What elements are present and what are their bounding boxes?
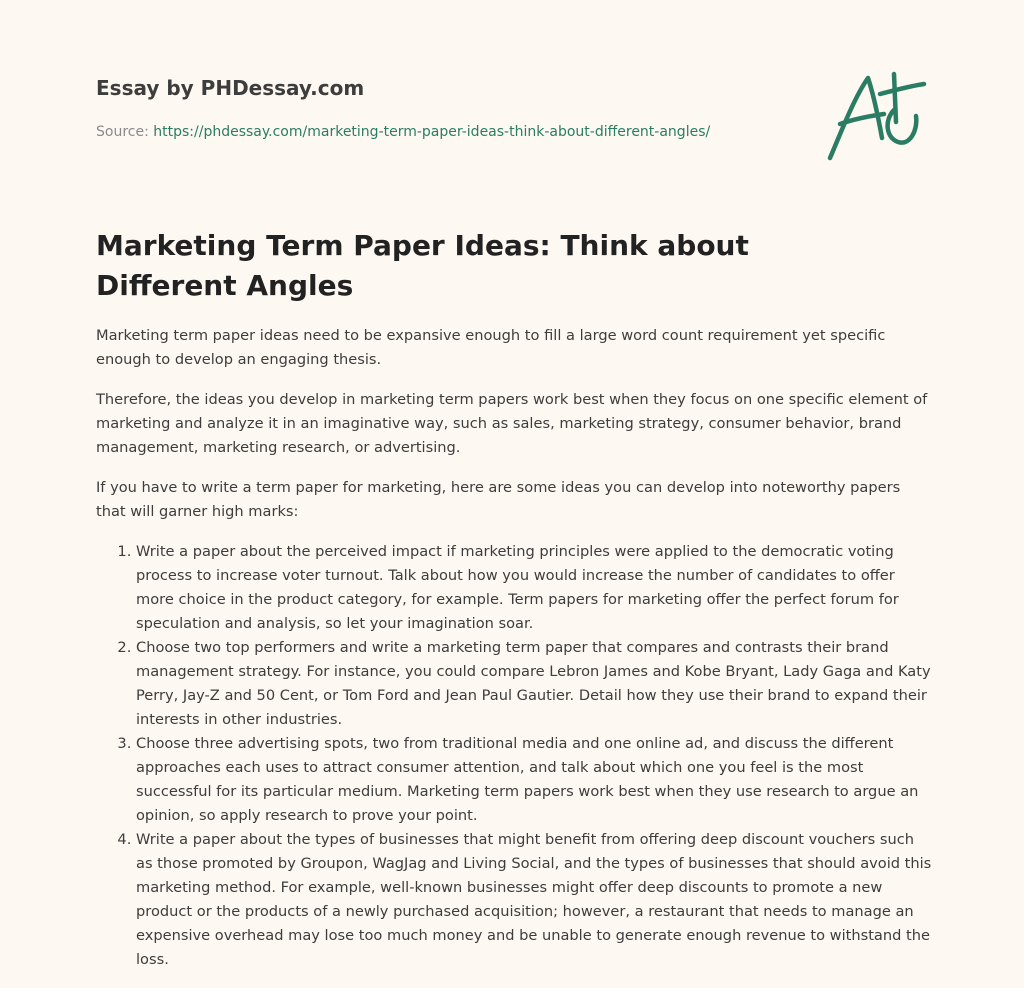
site-brand: Essay by PHDessay.com [96,76,365,100]
logo-text: A+ [824,66,826,67]
source-line [96,124,710,140]
list-item: 1. Write a paper about the perceived impact if marketing principles were applied to the democratic voting process to increase voter turnout. Talk about how you would increase the number of candidates to offer more choice in the product category, for example. Term papers for marketing offer the perfect forum for speculation and analysis, so let your imagination soar. [136,540,934,636]
a-plus-logo-icon [824,66,928,166]
list-item: 2. Choose two top performers and write a marketing term paper that compares and contrasts their brand management strategy. For instance, you could compare Lebron James and Kobe Bryant, Lady Gaga and Katy Perry, Jay-Z and 50 Cent, or Tom Ford and Jean Paul Gautier. Detail how they use their brand to expand their interests in other industries. [136,636,934,732]
paragraph: Therefore, the ideas you develop in marketing term papers work best when they focus on one specific element of marketing and analyze it in an imaginative way, such as sales, marketing strategy, consumer behavior, brand management, marketing research, or advertising. [96,391,928,456]
list-item: 3. Choose three advertising spots, two from traditional media and one online ad, and discuss the different approaches each uses to attract consumer attention, and talk about which one you feel is the most successful for its particular medium. Marketing term papers work best when they use research to argue an opinion, so apply research to prove your point. [136,732,934,828]
paragraph: Marketing term paper ideas need to be expansive enough to fill a large word count requirement yet specific enough to develop an engaging thesis. [96,327,886,368]
article-title: Marketing Term Paper Ideas: Think about Different Angles [96,229,749,302]
source-link[interactable]: https://phdessay.com/marketing-term-paper-ideas-think-about-different-angles/ [153,124,711,140]
paragraph: If you have to write a term paper for marketing, here are some ideas you can develop into noteworthy papers that will garner high marks: [96,479,901,520]
source-label: Source: [96,124,149,140]
ideas-list [96,540,934,972]
list-item: 4. Write a paper about the types of businesses that might benefit from offering deep discount vouchers such as those promoted by Groupon, WagJag and Living Social, and the types of businesses that should avoid this marketing method. For example, well-known businesses might offer deep discounts to promote a new product or the products of a newly purchased acquisition; however, a restaurant that needs to manage an expensive overhead may lose too much money and be unable to generate enough revenue to withstand the loss. [136,828,934,972]
article-body [96,324,934,972]
